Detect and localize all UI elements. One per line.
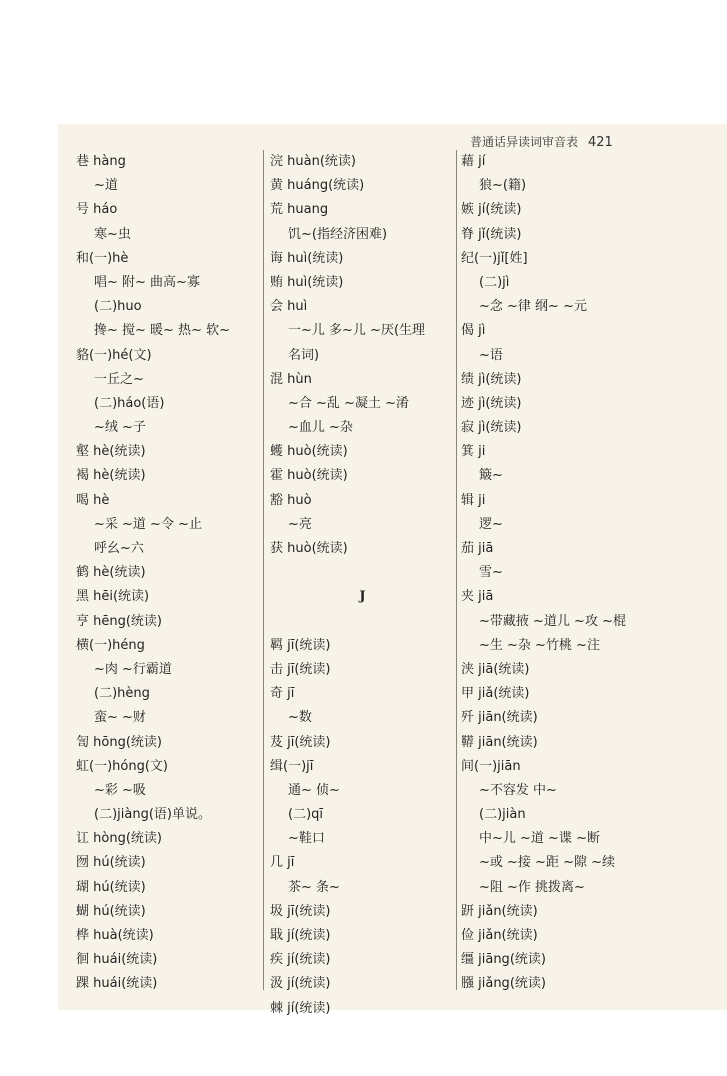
entry-headword-line: 霍 huò(统读) <box>270 468 348 484</box>
entry-headword-line: 亨 hēng(统读) <box>76 613 163 629</box>
entry-headword-line: 歼 jiān(统读) <box>461 710 538 726</box>
entry-headword-line: 辑 ji <box>461 492 486 508</box>
entry-headword-line: 寂 jì(统读) <box>461 420 522 436</box>
entry-example-line: 饥~(指经济困难) <box>288 226 388 242</box>
entry-example-line: ~亮 <box>288 516 312 532</box>
entry-example-line: ~念 ~律 纲~ ~元 <box>479 299 587 315</box>
entry-example-line: ~阻 ~作 挑拨离~ <box>479 879 585 895</box>
entry-headword-line: 会 huì <box>270 299 308 315</box>
entry-example-line: ~道 <box>94 178 118 194</box>
entry-example-line: 通~ 侦~ <box>288 782 340 798</box>
entry-headword-line: 圾 jī(统读) <box>270 903 331 919</box>
entry-headword-line: 疾 jí(统读) <box>270 952 331 968</box>
entry-headword-line: 嫉 jí(统读) <box>461 202 522 218</box>
entry-example-line: ~绒 ~子 <box>94 420 146 436</box>
entry-headword-line: 戢 jí(统读) <box>270 928 331 943</box>
entry-example-line: ~生 ~杂 ~竹桃 ~注 <box>479 637 600 653</box>
entry-headword-line: 甲 jiǎ(统读) <box>461 686 530 702</box>
entry-example-line: 簸~ <box>479 468 503 484</box>
entry-example-line: ~合 ~乱 ~凝土 ~淆 <box>288 395 409 411</box>
entry-example-line: (二)jì <box>479 274 510 290</box>
entry-example-line: ~鞋口 <box>288 831 325 847</box>
entry-example-line: ~采 ~道 ~令 ~止 <box>94 516 202 532</box>
entry-headword-line: 喝 hè <box>76 492 110 508</box>
entry-example-line: (二)háo(语) <box>94 395 165 411</box>
entry-example-line: (二)qī <box>288 807 324 823</box>
entry-headword-line: 褐 hè(统读) <box>76 468 146 484</box>
entry-headword-line: 奇 jī <box>270 686 295 702</box>
entry-headword-line: 桦 huà(统读) <box>76 928 154 943</box>
entry-headword-line: 横(一)héng <box>76 637 145 653</box>
entry-headword-line: 汲 jí(统读) <box>270 976 331 992</box>
entry-headword-line: 虹(一)hóng(文) <box>76 758 168 774</box>
entry-example-line: ~带藏掖 ~道儿 ~攻 ~棍 <box>479 613 626 629</box>
entry-headword-line: 豁 huò <box>270 492 312 508</box>
entry-example-line: (二)jiàn <box>479 807 526 823</box>
entry-headword-line: 脊 jǐ(统读) <box>461 226 522 242</box>
entry-example-line: 呼幺~六 <box>94 541 144 556</box>
entry-headword-line: 黄 huáng(统读) <box>270 178 365 194</box>
entry-headword-line: 箕 ji <box>461 444 486 460</box>
entry-headword-line: 茄 jiā <box>461 541 494 556</box>
entry-example-line: 一丘之~ <box>94 371 144 387</box>
entry-headword-line: 芨 jī(统读) <box>270 734 331 750</box>
entry-headword-line: 巷 hàng <box>76 154 126 169</box>
page-number: 421 <box>588 135 613 150</box>
entry-example-line: ~不容发 中~ <box>479 782 557 798</box>
entry-example-line: ~彩 ~吸 <box>94 782 146 798</box>
entry-headword-line: 蠖 huò(统读) <box>270 444 348 460</box>
entry-headword-line: 混 hùn <box>270 371 312 387</box>
entry-example-line: 一~儿 多~儿 ~厌(生理 <box>288 323 426 339</box>
entry-headword-line: 鹤 hè(统读) <box>76 565 146 581</box>
entry-example-line: (二)huo <box>94 299 142 315</box>
entry-headword-line: 间(一)jiān <box>461 758 521 774</box>
column-divider <box>263 150 264 990</box>
entry-headword-line: 訇 hōng(统读) <box>76 734 162 750</box>
entry-headword-line: 囫 hú(统读) <box>76 855 146 871</box>
entry-example-line: 搀~ 搅~ 暖~ 热~ 软~ <box>94 323 230 339</box>
entry-headword-line: 浣 huàn(统读) <box>270 154 356 169</box>
entry-example-line: ~数 <box>288 710 312 726</box>
entry-example-line: (二)hèng <box>94 686 150 702</box>
entry-headword-line: 羁 jī(统读) <box>270 637 331 653</box>
entry-example-line: 寒~虫 <box>94 226 131 242</box>
entry-example-line: 雪~ <box>479 565 503 581</box>
entry-example-line: 茶~ 条~ <box>288 879 340 895</box>
entry-example-line: 唱~ 附~ 曲高~寡 <box>94 274 200 290</box>
entry-headword-line: 貉(一)hé(文) <box>76 347 152 363</box>
entry-headword-line: 趼 jiǎn(统读) <box>461 903 538 919</box>
entry-headword-line: 膙 jiǎng(统读) <box>461 976 546 992</box>
entry-headword-line: 俭 jiǎn(统读) <box>461 928 538 943</box>
entry-headword-line: 藉 jí <box>461 154 486 169</box>
entry-headword-line: 偈 jì <box>461 323 486 339</box>
entry-headword-line: 讧 hòng(统读) <box>76 831 162 847</box>
entry-headword-line: 诲 huì(统读) <box>270 250 344 266</box>
section-letter-heading: J <box>359 589 366 605</box>
entry-headword-line: 纪(一)jǐ[姓] <box>461 250 528 266</box>
entry-headword-line: 几 jī <box>270 855 295 871</box>
header-title: 普通话异读词审音表 <box>470 135 579 149</box>
entry-headword-line: 迹 jì(统读) <box>461 395 522 411</box>
entry-headword-line: 鞯 jiān(统读) <box>461 734 538 750</box>
entry-example-line: 蛮~ ~财 <box>94 710 146 726</box>
entry-headword-line: 和(一)hè <box>76 250 129 266</box>
entry-headword-line <box>270 561 455 585</box>
entry-headword-line: 瑚 hú(统读) <box>76 879 146 895</box>
entry-column-2 <box>270 150 455 1021</box>
entry-example-line: 名词) <box>288 347 320 363</box>
entry-headword-line: 浃 jiā(统读) <box>461 661 530 677</box>
entry-headword-line: 踝 huái(统读) <box>76 976 158 992</box>
entry-example-line: ~或 ~接 ~距 ~隙 ~续 <box>479 855 615 871</box>
entry-example-line: 逻~ <box>479 516 503 532</box>
entry-headword-line: 棘 jí(统读) <box>270 1000 331 1016</box>
entry-headword-line <box>270 610 455 634</box>
running-header <box>470 133 613 150</box>
entry-headword-line: 缰 jiāng(统读) <box>461 952 546 968</box>
column-divider <box>456 150 457 990</box>
entry-headword-line: 贿 huì(统读) <box>270 274 344 290</box>
entry-headword-line: 绩 jì(统读) <box>461 371 522 387</box>
entry-headword-line: 号 háo <box>76 202 118 218</box>
entry-example-line: 中~儿 ~道 ~谍 ~断 <box>479 831 600 847</box>
entry-example-line: (二)jiàng(语)单说。 <box>94 807 211 823</box>
entry-example-line: ~肉 ~行霸道 <box>94 661 172 677</box>
entry-headword-line: 缉(一)jī <box>270 758 314 774</box>
entry-headword-line: 荒 huang <box>270 202 329 218</box>
entry-column-3 <box>461 150 651 997</box>
entry-headword-line: 获 huò(统读) <box>270 541 348 556</box>
entry-column-1 <box>76 150 256 997</box>
entry-headword-line: 夹 jiā <box>461 589 494 605</box>
entry-headword-line: 徊 huái(统读) <box>76 952 158 968</box>
entry-headword-line: 黑 hēi(统读) <box>76 589 150 605</box>
entry-headword-line: 击 jī(统读) <box>270 661 331 677</box>
entry-example-line: ~语 <box>479 347 503 363</box>
entry-example-line: 狼~(籍) <box>479 178 527 194</box>
entry-headword-line: 蝴 hú(统读) <box>76 903 146 919</box>
entry-example-line: ~血儿 ~杂 <box>288 420 353 436</box>
entry-headword-line: 壑 hè(统读) <box>76 444 146 460</box>
